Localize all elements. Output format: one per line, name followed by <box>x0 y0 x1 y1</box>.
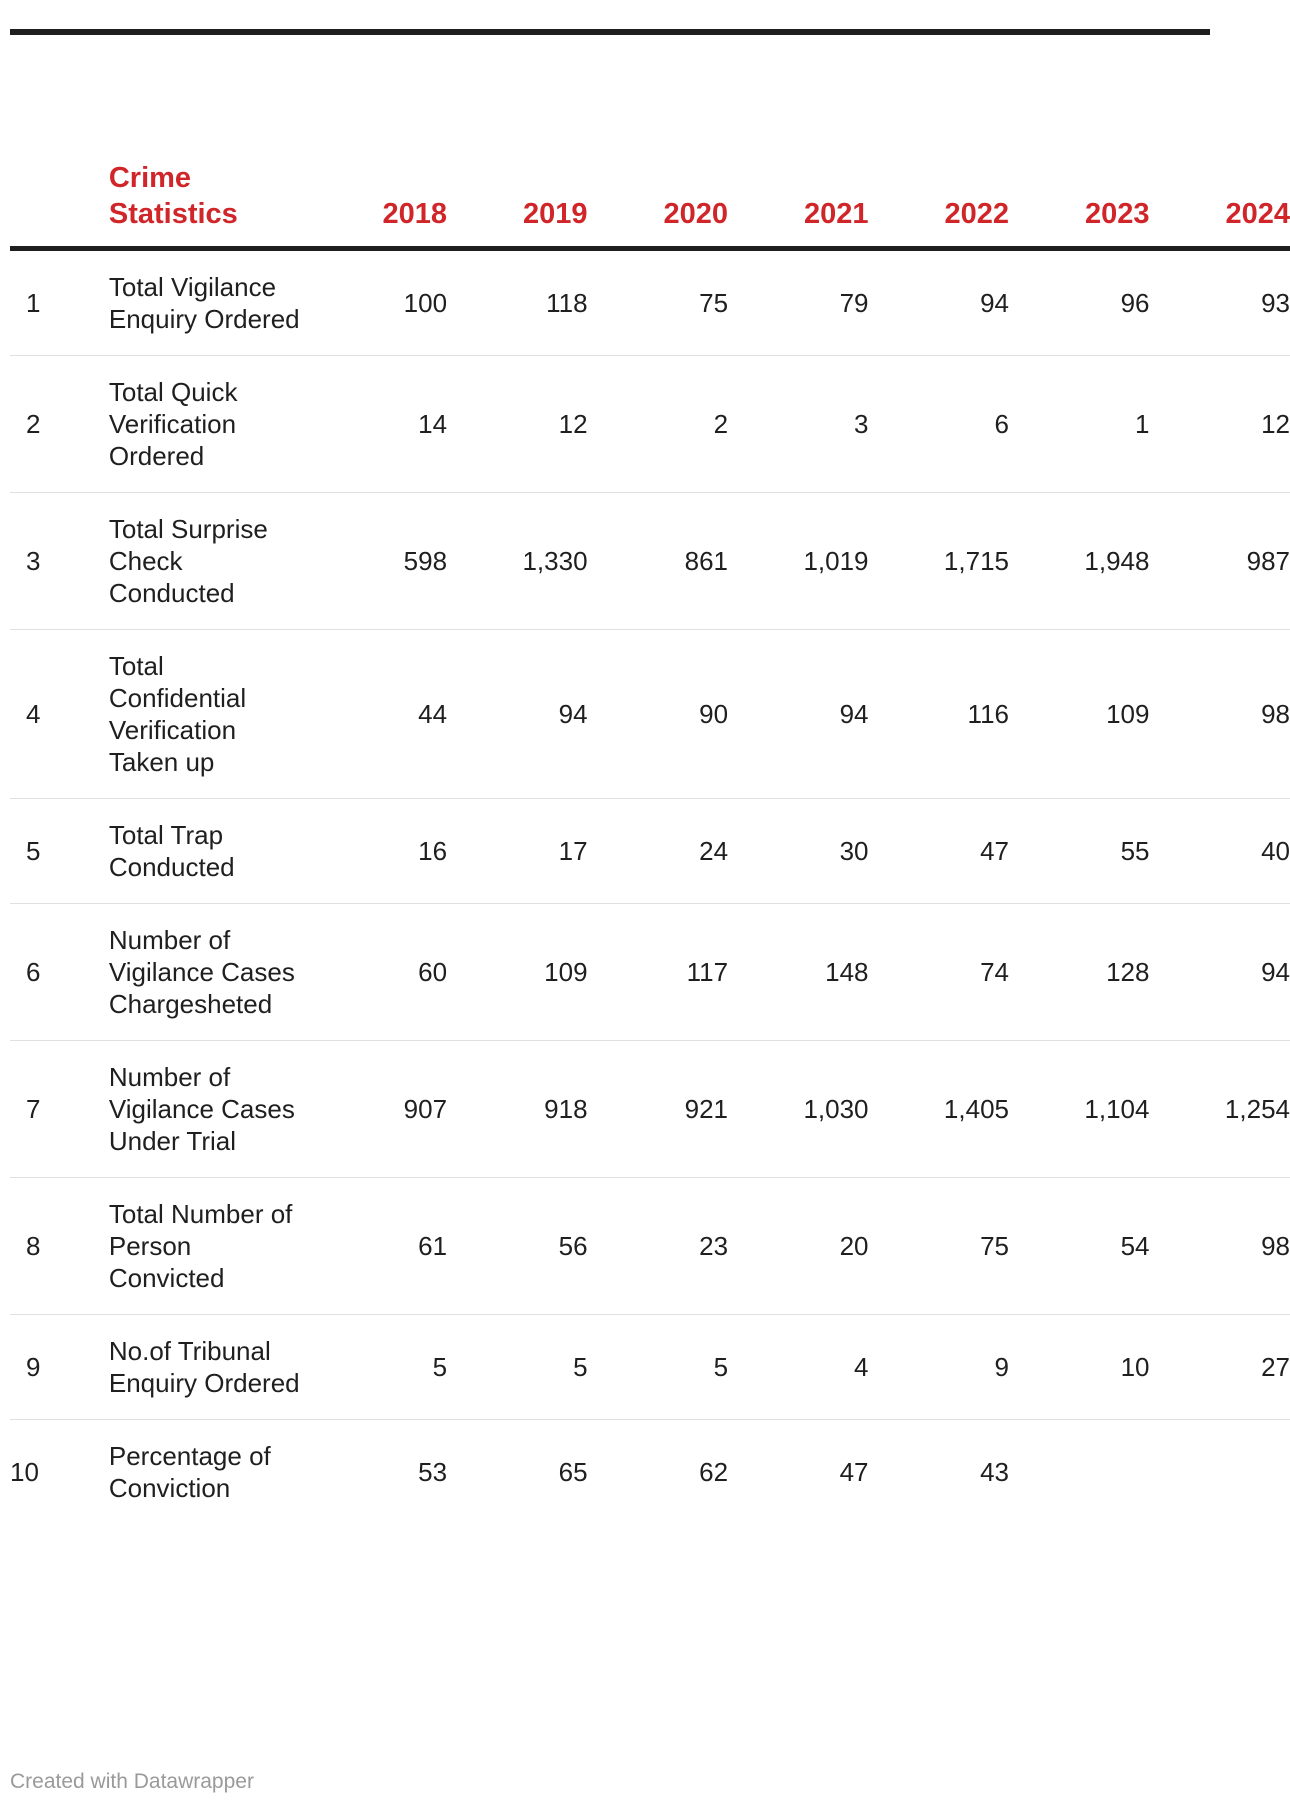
header-row <box>10 140 1290 249</box>
cell-value-2019: 94 <box>447 630 587 799</box>
row-label: Total Number of Person Convicted <box>109 1178 307 1315</box>
cell-value-2020: 5 <box>588 1315 728 1420</box>
cell-value-2024: 1,254 <box>1149 1041 1290 1178</box>
row-label: Total Trap Conducted <box>109 799 307 904</box>
row-label: Total Confidential Verification Taken up <box>109 630 307 799</box>
cell-value-2021: 20 <box>728 1178 868 1315</box>
cell-value-2024: 12 <box>1149 356 1290 493</box>
cell-value-2022: 116 <box>869 630 1009 799</box>
cell-value-2022: 43 <box>980 1457 1009 1487</box>
table-row <box>10 1315 1290 1420</box>
cell-value-2022: 6 <box>869 356 1009 493</box>
row-index: 1 <box>10 249 109 356</box>
row-index: 8 <box>10 1178 109 1315</box>
row-label: Total Quick Verification Ordered <box>109 356 307 493</box>
cell-value-2021: 94 <box>728 630 868 799</box>
cell-value-2019: 109 <box>447 904 587 1041</box>
cell-value-2022: 1,405 <box>869 1041 1009 1178</box>
cell-value-2023: 55 <box>1009 799 1149 904</box>
cell-value-2018: 16 <box>307 799 447 904</box>
cell-value-2024: 40 <box>1149 799 1290 904</box>
table-row <box>10 799 1290 904</box>
cell-value-2022: 75 <box>869 1178 1009 1315</box>
cell-value-2023 <box>1009 1420 1149 1525</box>
cell-value-2022: 94 <box>869 249 1009 356</box>
cell-value-2024: 98 <box>1149 630 1290 799</box>
crime-statistics-table <box>10 140 1290 1524</box>
table-row <box>10 1420 1290 1525</box>
row-label: Percentage of Conviction <box>108 1441 271 1503</box>
cell-value-2023: 1,104 <box>1009 1041 1149 1178</box>
cell-value-2023: 54 <box>1009 1178 1149 1315</box>
cell-value-2021: 1,019 <box>728 493 868 630</box>
cell-value-2022: 1,715 <box>869 493 1009 630</box>
row-index: 7 <box>10 1041 109 1178</box>
cell-value-2019: 1,330 <box>447 493 587 630</box>
table-row <box>10 249 1290 356</box>
cell-value-2021: 1,030 <box>728 1041 868 1178</box>
cell-value-2021: 30 <box>728 799 868 904</box>
cell-value-2021: 4 <box>728 1315 868 1420</box>
cell-value-2024: 93 <box>1149 249 1290 356</box>
cell-value-2018: 5 <box>307 1315 447 1420</box>
cell-value-2022: 47 <box>869 799 1009 904</box>
cell-value-2020: 62 <box>699 1457 729 1487</box>
header-label[interactable]: Crime Statistics <box>109 140 307 249</box>
cell-value-2018: 907 <box>307 1041 447 1178</box>
header-index-cell <box>10 140 109 249</box>
table-row <box>10 356 1290 493</box>
cell-value-2023: 1,948 <box>1009 493 1149 630</box>
header-year-2020[interactable]: 2020 <box>588 140 728 249</box>
cell-value-2020: 861 <box>588 493 728 630</box>
row-index: 4 <box>10 630 109 799</box>
row-index: 9 <box>10 1315 109 1420</box>
row-label: Number of Vigilance Cases Under Trial <box>109 1041 307 1178</box>
cell-value-2018: 598 <box>307 493 447 630</box>
cell-value-2020: 23 <box>588 1178 728 1315</box>
table-row <box>10 1178 1290 1315</box>
cell-value-2024: 27 <box>1149 1315 1290 1420</box>
cell-value-2022: 74 <box>869 904 1009 1041</box>
cell-value-2019: 17 <box>447 799 587 904</box>
cell-value-2021: 148 <box>728 904 868 1041</box>
row-label: Number of Vigilance Cases Chargesheted <box>109 904 307 1041</box>
header-year-2018[interactable]: 2018 <box>307 140 447 249</box>
row-index: 6 <box>10 904 109 1041</box>
cell-value-2022: 9 <box>869 1315 1009 1420</box>
header-year-2024[interactable]: 2024 <box>1149 140 1290 249</box>
row-index: 10 <box>10 1457 39 1487</box>
cell-value-2020: 2 <box>588 356 728 493</box>
cell-value-2020: 24 <box>588 799 728 904</box>
datawrapper-credit[interactable]: Created with Datawrapper <box>10 1770 254 1793</box>
cell-value-2019: 918 <box>447 1041 587 1178</box>
cell-value-2024 <box>1149 1420 1290 1525</box>
cell-value-2018: 44 <box>307 630 447 799</box>
table-row <box>10 630 1290 799</box>
row-label: Total Surprise Check Conducted <box>109 493 307 630</box>
cell-value-2021: 3 <box>728 356 868 493</box>
cell-value-2021: 47 <box>839 1457 869 1487</box>
cell-value-2019: 65 <box>558 1457 588 1487</box>
cell-value-2024: 94 <box>1149 904 1290 1041</box>
cell-value-2018: 53 <box>418 1457 448 1487</box>
row-label: Total Vigilance Enquiry Ordered <box>109 249 307 356</box>
cell-value-2019: 5 <box>447 1315 587 1420</box>
row-index: 5 <box>10 799 109 904</box>
header-year-2021[interactable]: 2021 <box>728 140 868 249</box>
cell-value-2020: 921 <box>588 1041 728 1178</box>
cell-value-2023: 109 <box>1009 630 1149 799</box>
cell-value-2024: 98 <box>1149 1178 1290 1315</box>
cell-value-2019: 118 <box>447 249 587 356</box>
cell-value-2019: 12 <box>447 356 587 493</box>
cell-value-2018: 14 <box>307 356 447 493</box>
cell-value-2020: 117 <box>588 904 728 1041</box>
table-row <box>10 1041 1290 1178</box>
table-row <box>10 904 1290 1041</box>
header-year-2022[interactable]: 2022 <box>869 140 1009 249</box>
header-year-2019[interactable]: 2019 <box>447 140 587 249</box>
cell-value-2023: 1 <box>1009 356 1149 493</box>
table-body <box>10 249 1290 1525</box>
cell-value-2023: 96 <box>1009 249 1149 356</box>
table-row <box>10 493 1290 630</box>
cell-value-2021: 79 <box>728 249 868 356</box>
row-index: 2 <box>10 356 109 493</box>
cell-value-2018: 61 <box>307 1178 447 1315</box>
cell-value-2023: 128 <box>1009 904 1149 1041</box>
header-year-2023[interactable]: 2023 <box>1009 140 1149 249</box>
cell-value-2018: 60 <box>307 904 447 1041</box>
cell-value-2019: 56 <box>447 1178 587 1315</box>
cell-value-2020: 75 <box>588 249 728 356</box>
row-label: No.of Tribunal Enquiry Ordered <box>109 1315 307 1420</box>
table-viewport[interactable] <box>10 0 1290 1760</box>
cell-value-2018: 100 <box>307 249 447 356</box>
cell-value-2023: 10 <box>1009 1315 1149 1420</box>
cell-value-2024: 987 <box>1149 493 1290 630</box>
row-index: 3 <box>10 493 109 630</box>
cell-value-2020: 90 <box>588 630 728 799</box>
